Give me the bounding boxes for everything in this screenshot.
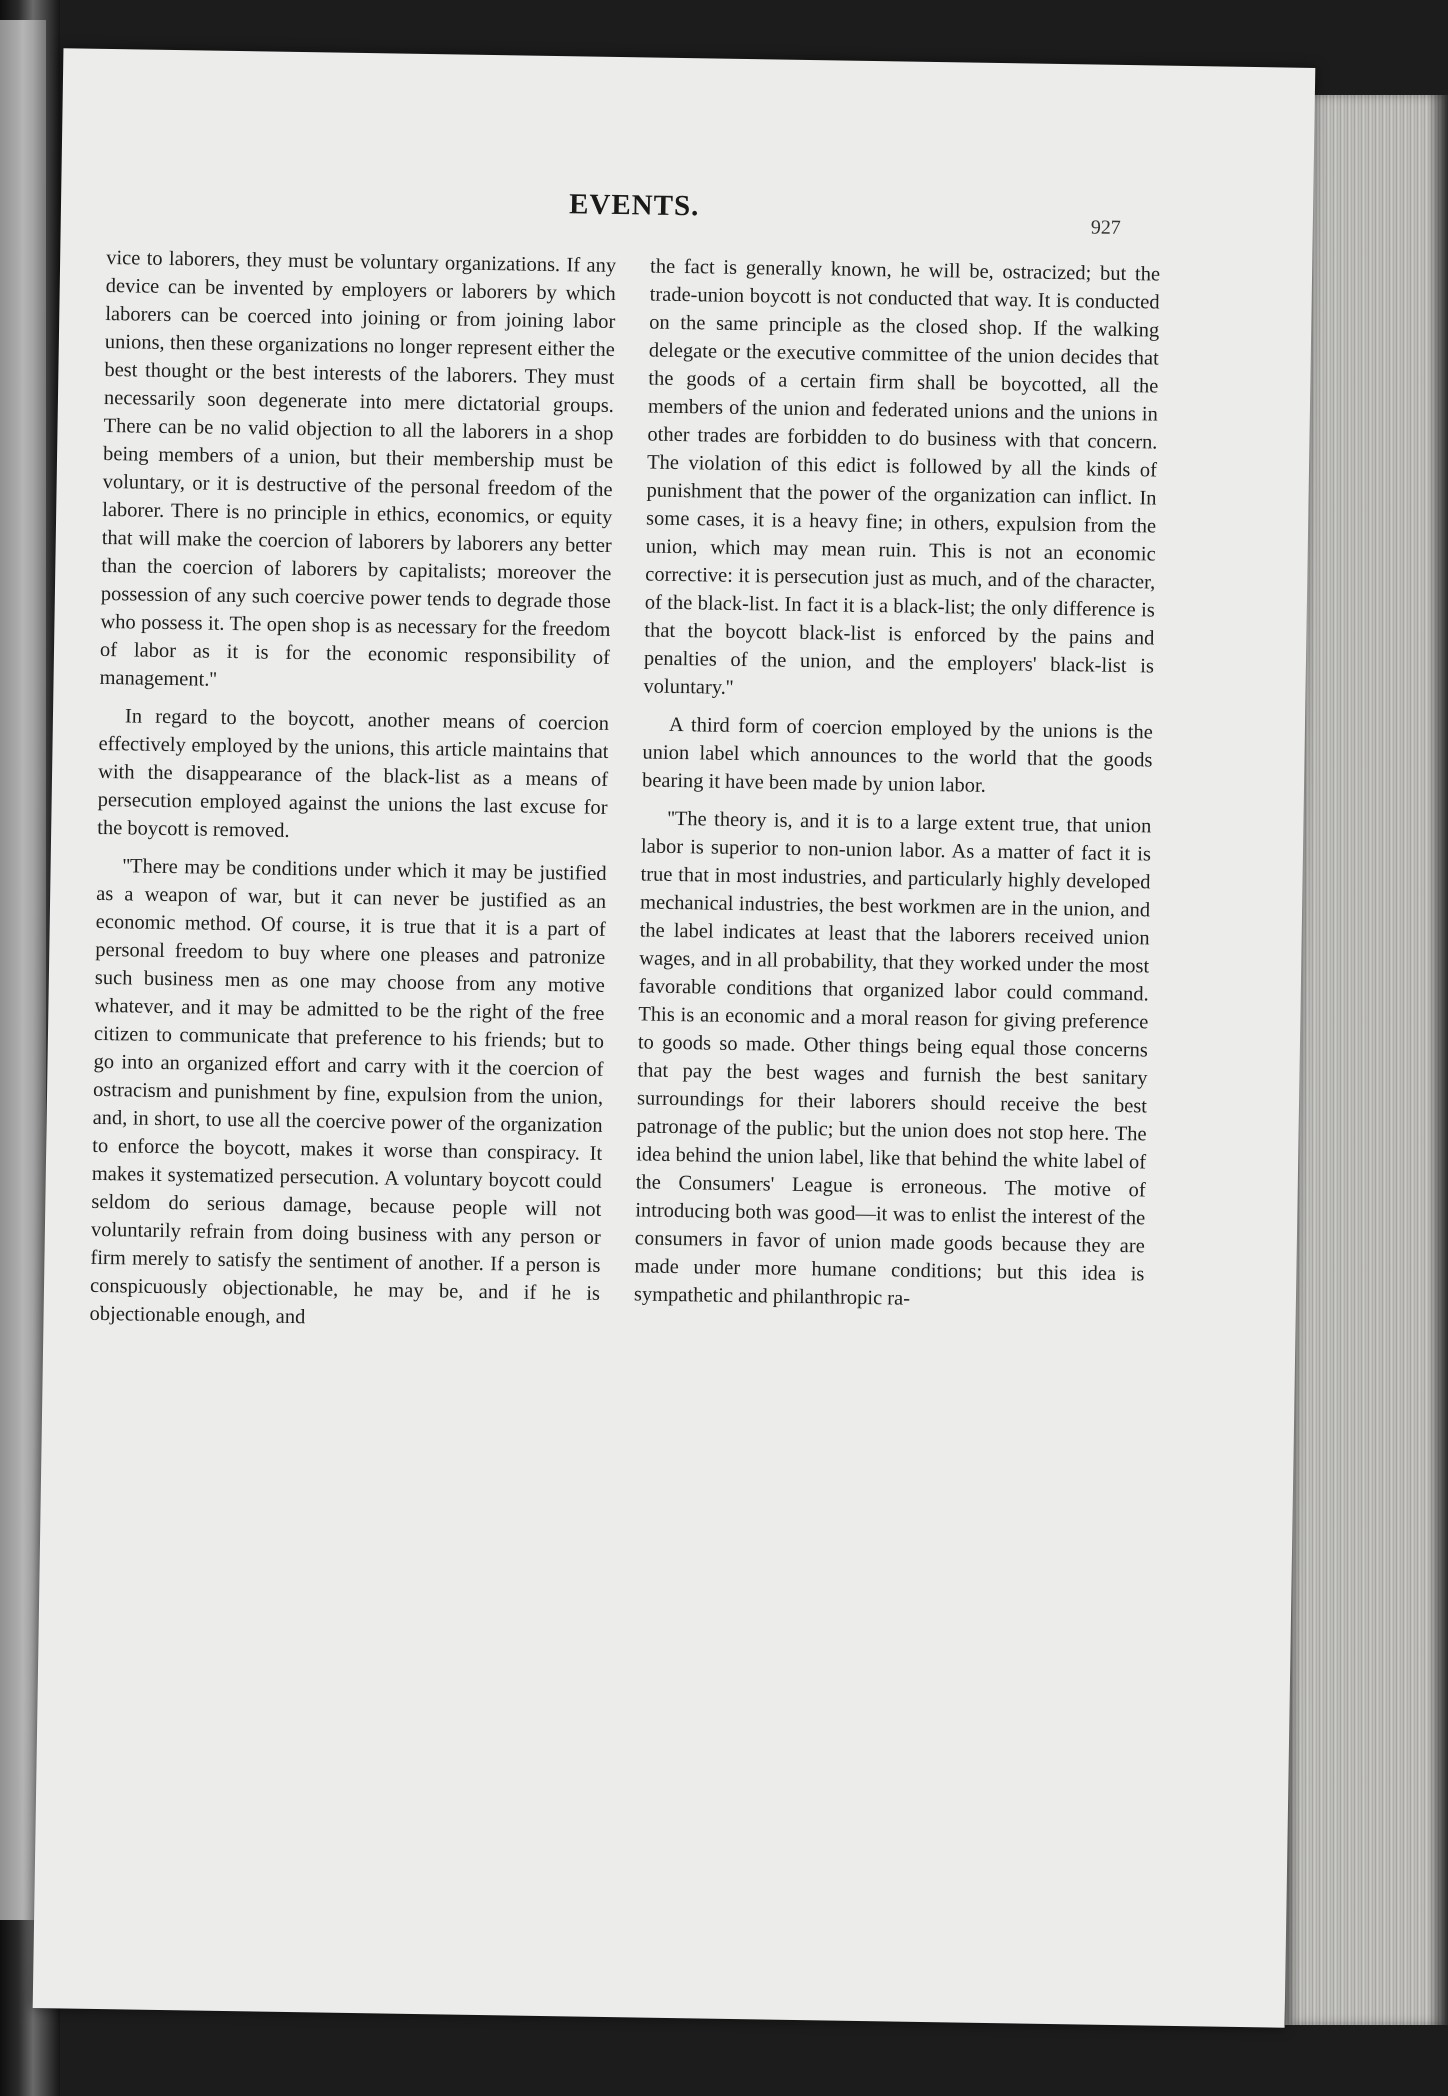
paragraph: ''There may be conditions under which it may be justified as a weapon of war, but it can never be justified as an economic method. Of course, it is true that it is a part of personal freedom to buy where one pleases and patronize such business men as one may choose from any motive whatever, and it may be admitted to be the right of the free citizen to communicate that preference to his friends; but to go into an organized effort and carry with it the coercion of ostracism and punishment by fine, expulsion from the union, and, in short, to use all the coercive power of the organization to enforce the boycott, makes it worse than conspiracy. It makes it systematized persecution. A voluntary boycott could seldom do serious damage, because people will not voluntarily refrain from doing business with any person or firm merely to satisfy the sentiment of another. If a person is conspicuously objectionable, he may be, and if he is objectionable enough, and — [89, 855, 607, 1329]
paragraph: ''The theory is, and it is to a large extent true, that union labor is superior to non-union labor. As a matter of fact it is true that in most industries, and particularly highly developed mechanical industries, the best workmen are in the union, and the label indicates at least that the laborers received union wages, and in all probability, that they worked under the most favorable conditions that organized labor could command. This is an economic and a moral reason for giving preference to goods so made. Other things being equal those concerns that pay the best wages and furnish the best sanitary surroundings for their laborers should receive the best patronage of the public; but the union does not stop here. The idea behind the union label, like that behind the white label of the Consumers' League is erroneous. The motive of introducing both was good—it was to enlist the interest of the consumers in favor of union made goods because they are made under more humane conditions; but this idea is sympathetic and philanthropic ra- — [633, 807, 1152, 1310]
page-header — [61, 180, 1313, 240]
paragraph: the fact is generally known, he will be, ostracized; but the trade-union boycott is not conducted that way. It is conducted on the same principle as the closed shop. If the walking delegate or the executive committee of the union decides that the goods of a certain firm shall be boycotted, all the members of the union and federated unions and the unions in other trades are forbidden to do business with that concern. The violation of this edict is followed by all the kinds of punishment that the power of the organization can inflict. In some cases, it is a heavy fine; in others, expulsion from the union, which may mean ruin. This is not an economic corrective: it is persecution just as much, and of the character, of the black-list. In fact it is a black-list; the only difference is that the boycott black-list is enforced by the pains and penalties of the union, and the employers' black-list is voluntary.'' — [643, 255, 1161, 699]
paragraph: A third form of coercion employed by the unions is the union label which announces to the world that the goods bearing it have been made by union labor. — [641, 713, 1154, 797]
left-column — [80, 244, 616, 1902]
paragraph: vice to laborers, they must be voluntary organizations. If any device can be invented by employers or laborers by which laborers can be coerced into joining or from joining labor unions, then these organizations no longer represent either the best thought or the best interests of the laborers. They must necessarily soon degenerate into mere dictatorial groups. There can be no valid objection to all the laborers in a shop being members of a union, but their membership must be voluntary, or it is destructive of the personal freedom of the laborer. There is no principle in ethics, economics, or equity that will make the coercion of laborers by laborers any better than the coercion of laborers by capitalists; moreover the possession of any such coercive power tends to degrade those who possess it. The open shop is as necessary for the freedom of labor as it is for the economic responsibility of management.'' — [99, 246, 617, 691]
paragraph: In regard to the boycott, another means of coercion effectively employed by the unions, this article maintains that with the disappearance of the black-list as a means of persecution employed against the unions the last excuse for the boycott is removed. — [97, 705, 610, 842]
page-number: 927 — [1090, 216, 1121, 239]
right-column — [624, 253, 1160, 1911]
book-page — [33, 48, 1316, 2027]
running-head: EVENTS. — [568, 188, 700, 223]
